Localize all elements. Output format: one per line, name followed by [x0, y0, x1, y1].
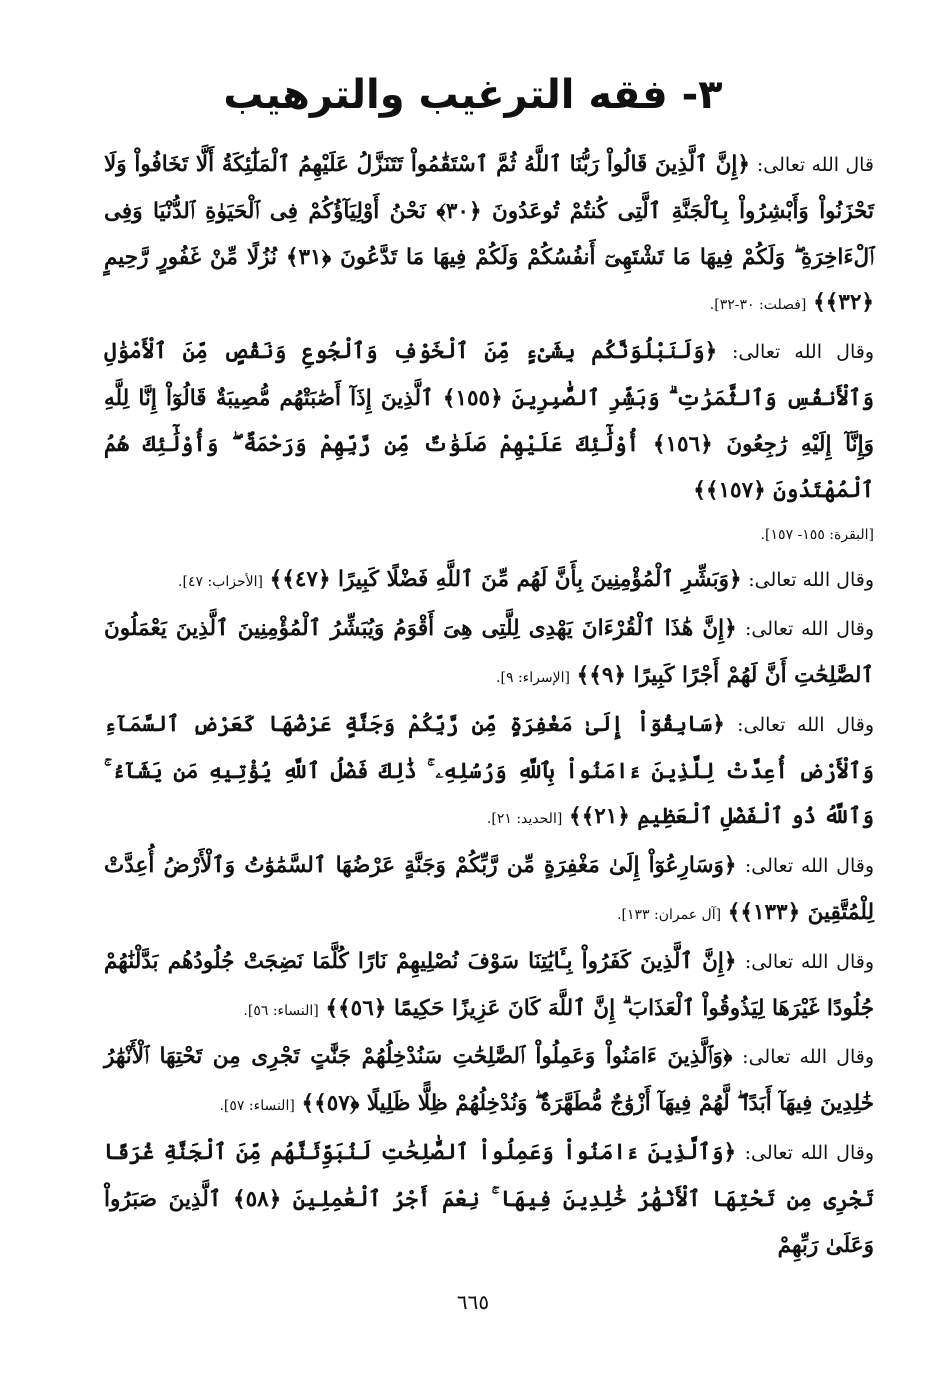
- paragraph-intro: وقال الله تعالى:: [745, 618, 874, 641]
- paragraph-1: [104, 142, 874, 329]
- paragraph-6: [104, 843, 874, 939]
- verse-reference: [النساء: ٥٦].: [243, 1002, 319, 1019]
- page-body: [104, 142, 874, 1268]
- paragraph-9: [104, 1130, 874, 1268]
- paragraph-5: [104, 702, 874, 843]
- quran-verse: ﴿وَسَارِعُوٓاْ إِلَىٰ مَغْفِرَةٍ مِّن رَّبِّكُمْ وَجَنَّةٍ عَرْضُهَا ٱلسَّمَٰوَٰتُ وَٱلْأَرْضُ أُعِدَّتْ لِلْمُتَّقِينَ ﴿١٣٣﴾﴾: [104, 853, 874, 925]
- verse-reference: [آل عمران: ١٣٣].: [617, 906, 722, 923]
- paragraph-intro: وقال الله تعالى:: [744, 950, 874, 973]
- quran-verse: ﴿وَٱلَّذِينَ ءَامَنُواْ وَعَمِلُواْ ٱلصَّٰلِحَٰتِ سَنُدْخِلُهُمْ جَنَّٰتٍ تَجْرِى مِن تَحْتِهَا ٱلْأَنْهَٰرُ خَٰلِدِينَ فِيهَآ أَبَدًا ۖ لَّهُمْ فِيهَآ أَزْوَٰجٌ مُّطَهَّرَةٌ ۖ وَنُدْخِلُهُمْ ظِلًّا ظَلِيلًا ﴿٥٧﴾﴾: [104, 1044, 874, 1117]
- chapter-title: ٣- فقه الترغيب والترهيب: [223, 72, 723, 118]
- verse-reference: [البقرة: ١٥٥- ١٥٧].: [760, 527, 874, 544]
- quran-verse: ﴿وَلَنَبْلُوَنَّكُم بِشَىْءٍ مِّنَ ٱلْخَوْفِ وَٱلْجُوعِ وَنَقْصٍ مِّنَ ٱلْأَمْوَٰلِ وَٱلْأَنفُسِ وَٱلثَّمَرَٰتِ ۗ وَبَشِّرِ ٱلصَّٰبِرِينَ ﴿١٥٥﴾ ٱلَّذِينَ إِذَآ أَصَٰبَتْهُم مُّصِيبَةٌ قَالُوٓاْ إِنَّا لِلَّهِ وَإِنَّآ إِلَيْهِ رَٰجِعُونَ ﴿١٥٦﴾ أُوْلَٰٓئِكَ عَلَيْهِمْ صَلَوَٰتٌ مِّن رَّبِّهِمْ وَرَحْمَةٌ ۖ وَأُوْلَٰٓئِكَ هُمُ ٱلْمُهْتَدُونَ ﴿١٥٧﴾﴾: [104, 339, 875, 503]
- paragraph-intro: وقال الله تعالى:: [748, 569, 874, 592]
- paragraph-intro: وقال الله تعالى:: [742, 1046, 874, 1069]
- paragraph-intro: وقال الله تعالى:: [737, 713, 874, 736]
- verse-reference: [النساء: ٥٧].: [219, 1098, 295, 1115]
- quran-verse: ﴿سَابِقُوٓاْ إِلَىٰ مَغْفِرَةٍ مِّن رَّبِّكُمْ وَجَنَّةٍ عَرْضُهَا كَعَرْضِ ٱلسَّمَآءِ وَٱلْأَرْضِ أُعِدَّتْ لِلَّذِينَ ءَامَنُواْ بِٱللَّهِ وَرُسُلِهِۦ ۚ ذَٰلِكَ فَضْلُ ٱللَّهِ يُؤْتِيهِ مَن يَشَآءُ ۚ وَٱللَّهُ ذُو ٱلْفَضْلِ ٱلْعَظِيمِ ﴿٢١﴾﴾: [104, 711, 874, 830]
- paragraph-2: [104, 329, 874, 513]
- quran-verse: ﴿وَٱلَّذِينَ ءَامَنُواْ وَعَمِلُواْ ٱلصَّٰلِحَٰتِ لَنُبَوِّئَنَّهُم مِّنَ ٱلْجَنَّةِ غُرَفًا تَجْرِى مِن تَحْتِهَا ٱلْأَنْهَٰرُ خَٰلِدِينَ فِيهَا ۚ نِعْمَ أَجْرُ ٱلْعَٰمِلِينَ ﴿٥٨﴾ ٱلَّذِينَ صَبَرُواْ وَعَلَىٰ رَبِّهِمْ: [104, 1139, 874, 1258]
- verse-reference: [الحديد: ٢١].: [486, 811, 563, 828]
- paragraph-7: [104, 939, 874, 1035]
- paragraph-8: [104, 1034, 874, 1130]
- paragraph-intro: وقال الله تعالى:: [744, 855, 874, 878]
- quran-verse: ﴿إِنَّ ٱلَّذِينَ كَفَرُواْ بِـَٔايَٰتِنَا سَوْفَ نُصْلِيهِمْ نَارًا كُلَّمَا نَضِجَتْ جُلُودُهُم بَدَّلْنَٰهُمْ جُلُودًا غَيْرَهَا لِيَذُوقُواْ ٱلْعَذَابَ ۗ إِنَّ ٱللَّهَ كَانَ عَزِيزًا حَكِيمًا ﴿٥٦﴾﴾: [104, 948, 874, 1021]
- paragraph-4: [104, 606, 874, 702]
- paragraph-3: [104, 557, 874, 606]
- verse-reference: [الإسراء: ٩].: [496, 669, 570, 686]
- quran-verse: ﴿إِنَّ ٱلَّذِينَ قَالُواْ رَبُّنَا ٱللَّهُ ثُمَّ ٱسْتَقَٰمُواْ تَتَنَزَّلُ عَلَيْهِمُ ٱلْمَلَٰٓئِكَةُ أَلَّا تَخَافُواْ وَلَا تَحْزَنُواْ وَأَبْشِرُواْ بِٱلْجَنَّةِ ٱلَّتِى كُنتُمْ تُوعَدُونَ ﴿٣٠﴾ نَحْنُ أَوْلِيَآؤُكُمْ فِى ٱلْحَيَوٰةِ ٱلدُّنْيَا وَفِى ٱلْءَاخِرَةِ ۖ وَلَكُمْ فِيهَا مَا تَشْتَهِىٓ أَنفُسُكُمْ وَلَكُمْ فِيهَا مَا تَدَّعُونَ ﴿٣١﴾ نُزُلًا مِّنْ غَفُورٍ رَّحِيمٍ ﴿٣٢﴾﴾: [104, 152, 875, 316]
- page-number: ٦٦٥: [456, 1290, 490, 1314]
- paragraph-intro: وقال الله تعالى:: [744, 1141, 874, 1164]
- quran-verse: ﴿وَبَشِّرِ ٱلْمُؤْمِنِينَ بِأَنَّ لَهُم مِّنَ ٱللَّهِ فَضْلًا كَبِيرًا ﴿٤٧﴾﴾: [269, 567, 742, 593]
- paragraph-intro: وقال الله تعالى:: [732, 341, 874, 364]
- quran-verse: ﴿إِنَّ هَٰذَا ٱلْقُرْءَانَ يَهْدِى لِلَّتِى هِىَ أَقْوَمُ وَيُبَشِّرُ ٱلْمُؤْمِنِينَ ٱلَّذِينَ يَعْمَلُونَ ٱلصَّٰلِحَٰتِ أَنَّ لَهُمْ أَجْرًا كَبِيرًا ﴿٩﴾﴾: [104, 616, 874, 688]
- verse-reference: [فصلت: ٣٠-٣٢].: [709, 297, 807, 314]
- paragraph-intro: قال الله تعالى:: [756, 154, 874, 176]
- verse-reference: [الأحزاب: ٤٧].: [178, 574, 263, 591]
